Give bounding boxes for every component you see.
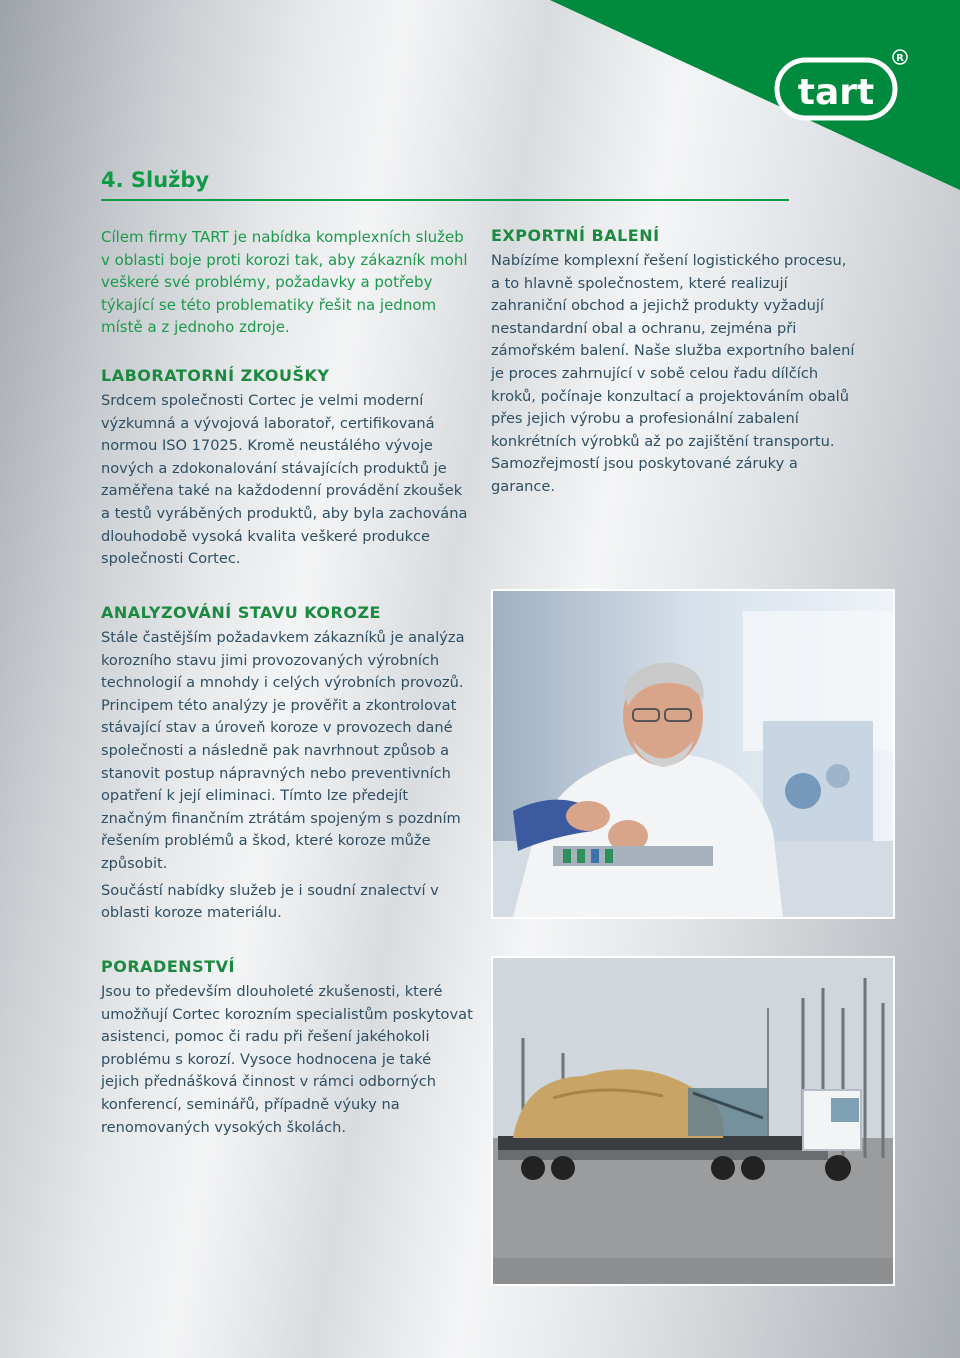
tart-logo: [774, 48, 912, 130]
section-analysis: [101, 603, 473, 925]
photo-export-truck: [491, 956, 895, 1286]
section-heading-export: EXPORTNÍ BALENÍ: [491, 226, 660, 245]
section-heading-lab: LABORATORNÍ ZKOUŠKY: [101, 366, 330, 385]
section-text-consulting: Jsou to především dlouholeté zkušenosti, které umožňují Cortec korozním specialistům poskytovat asistenci, pomoc či radu při řešení jakéhokoli problému s korozí. Vysoce hodnocena je také jejich přednášková činnost v rámci odborných konferencí, seminářů, případně výuky na renomovaných vysokých školách.: [101, 983, 473, 1136]
section-lab: [101, 366, 473, 571]
registered-mark: R: [896, 53, 904, 64]
section-text-lab: Srdcem společnosti Cortec je velmi moderní výzkumná a vývojová laboratoř, certifikovaná normou ISO 17025. Kromě neustálého vývoje nových a zdokonalování stávajících produktů je zaměřena také na každodenní provádění zkoušek a testů vyráběných produktů, aby byla zachována dlouhodobě vysoká kvalita veškeré produkce společnosti Cortec.: [101, 392, 468, 568]
logo-wordmark: tart: [797, 72, 875, 113]
section-heading-analysis: ANALYZOVÁNÍ STAVU KOROZE: [101, 603, 381, 622]
section-heading-consulting: PORADENSTVÍ: [101, 957, 235, 976]
intro-text: Cílem firmy TART je nabídka komplexních služeb v oblasti boje proti korozi tak, aby zákazník mohl veškeré své problémy, požadavky a potřeby týkající se této problematiky řešit na jednom místě a z jednoho zdroje.: [101, 228, 468, 337]
photo-lab-scientist: [491, 589, 895, 919]
section-export: [491, 226, 856, 499]
section-text-analysis: Stále častějším požadavkem zákazníků je analýza korozního stavu jimi provozovaných výrobních technologií a mnohdy i celých výrobních provozů. Principem této analýzy je prověřit a zkontrolovat stávající stav a úroveň koroze v provozech dané společnosti a následně pak navrhnout způsob a stanovit postup nápravných nebo preventivních opatření k její eliminaci. Tímto lze předejít značným finančním ztrátám spojeným s pozdním řešením problémů a škod, které koroze může způsobit.: [101, 629, 465, 872]
page-title: 4. Služby: [101, 168, 210, 192]
intro-block: [101, 226, 473, 339]
section-text-export: Nabízíme komplexní řešení logistického procesu, a to hlavně společnostem, které realizují zahraniční obchod a jejichž produkty vyžadují nestandardní obal a ochranu, zejména při zámořském balení. Naše služba exportního balení je proces zahrnující v sobě celou řadu dílčích kroků, počínaje konzultací a projektováním obalů přes jejich výrobu a profesionální zabalení konkrétních výrobků až po zajištění transportu. Samozřejmostí jsou poskytované záruky a garance.: [491, 252, 855, 495]
section-consulting: [101, 957, 473, 1139]
title-divider: [101, 199, 789, 201]
section-text-analysis-2: Součástí nabídky služeb je i soudní znalectví v oblasti koroze materiálu.: [101, 881, 439, 922]
